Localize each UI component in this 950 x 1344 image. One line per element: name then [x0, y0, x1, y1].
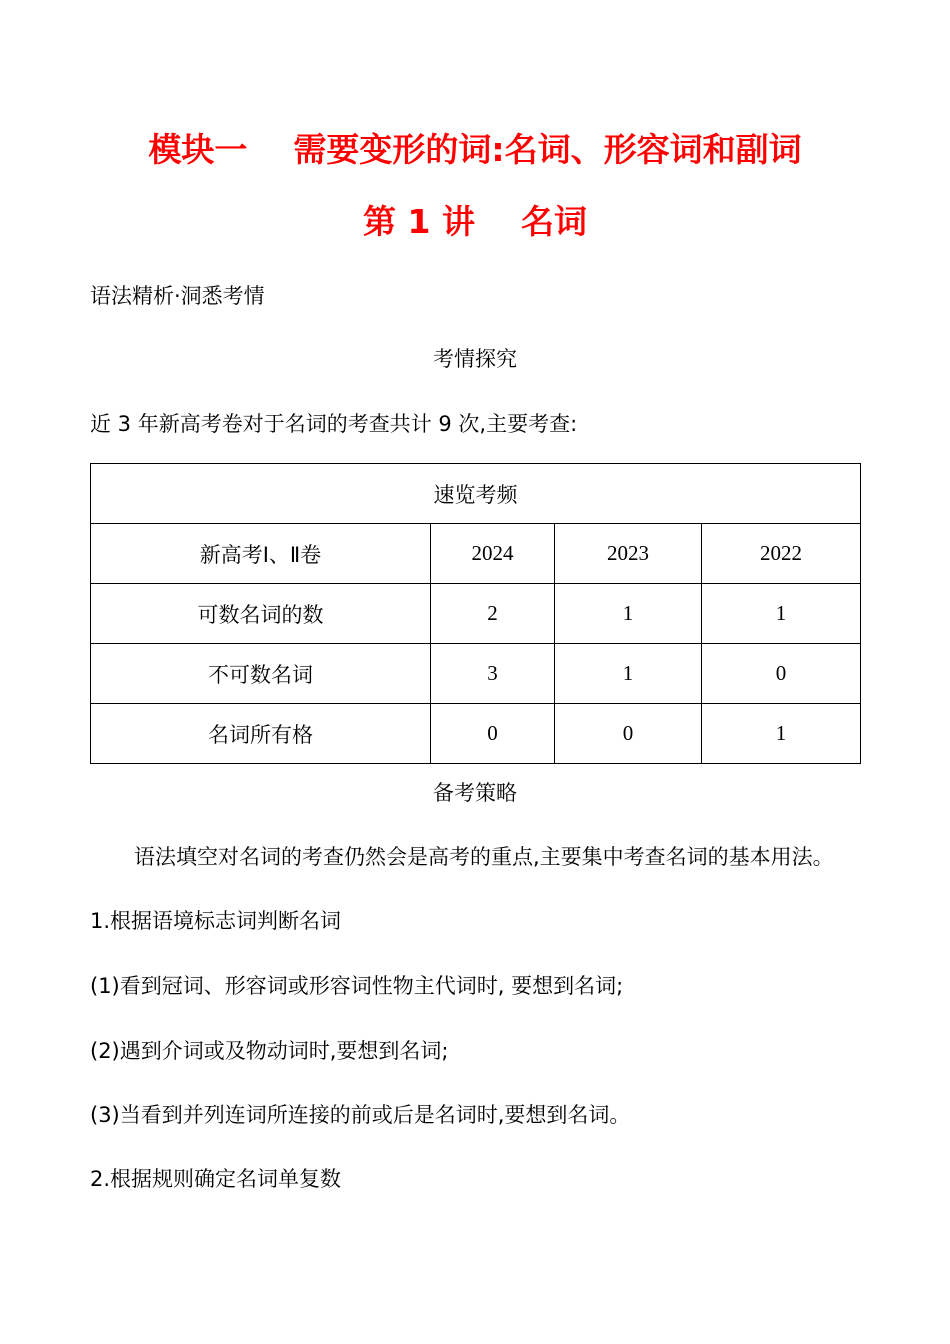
table-cell: 0 — [431, 704, 555, 764]
module-title: 模块一 需要变形的词:名词、形容词和副词 — [148, 130, 802, 169]
table-cell: 2 — [431, 584, 555, 644]
header-cell: 2024 — [431, 524, 555, 584]
strategy-text: 语法填空对名词的考查仍然会是高考的重点,主要集中考查名词的基本用法。 — [134, 845, 834, 869]
table-cell: 3 — [431, 644, 555, 704]
table-header-row — [91, 524, 861, 584]
header-cell: 2023 — [555, 524, 702, 584]
header-cell: 2022 — [702, 524, 861, 584]
table-cell: 1 — [702, 704, 861, 764]
point-item: 2.根据规则确定名词单复数 — [90, 1167, 342, 1191]
point-item: 1.根据语境标志词判断名词 — [90, 909, 342, 933]
table-row — [91, 644, 861, 704]
row-label: 不可数名词 — [91, 644, 431, 704]
table-cell: 1 — [702, 584, 861, 644]
point-item: (2)遇到介词或及物动词时,要想到名词; — [90, 1039, 449, 1063]
intro-text: 近 3 年新高考卷对于名词的考查共计 9 次,主要考查: — [90, 412, 578, 436]
row-label: 名词所有格 — [91, 704, 431, 764]
point-item: (1)看到冠词、形容词或形容词性物主代词时, 要想到名词; — [90, 974, 624, 998]
section-label: 语法精析·洞悉考情 — [90, 284, 265, 308]
table-caption-row — [91, 464, 861, 524]
table-cell: 0 — [702, 644, 861, 704]
table-caption: 速览考频 — [91, 464, 861, 524]
table-row — [91, 704, 861, 764]
table-cell: 1 — [555, 584, 702, 644]
exam-heading: 考情探究 — [433, 347, 517, 371]
strategy-heading: 备考策略 — [433, 781, 517, 805]
header-cell: 新高考Ⅰ、Ⅱ卷 — [91, 524, 431, 584]
lesson-title: 第 1 讲 名词 — [363, 202, 587, 241]
point-item: (3)当看到并列连词所连接的前或后是名词时,要想到名词。 — [90, 1103, 631, 1127]
frequency-table — [90, 463, 861, 764]
table-row — [91, 584, 861, 644]
table-cell: 1 — [555, 644, 702, 704]
table-cell: 0 — [555, 704, 702, 764]
row-label: 可数名词的数 — [91, 584, 431, 644]
